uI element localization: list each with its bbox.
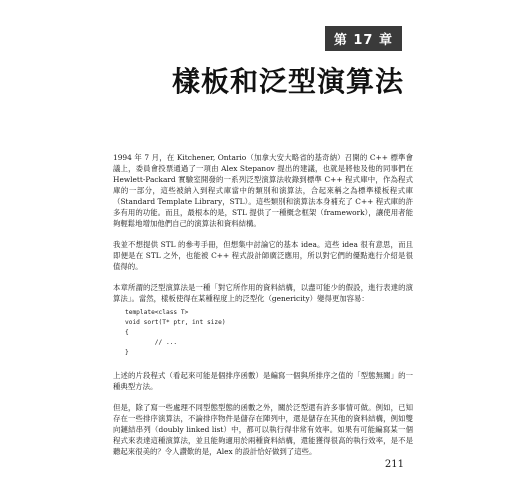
paragraph: 本章所謂的泛型演算法是一種「對它所作用的資料結構，以盡可能少的假設，進行表達的演算法」。當然，樣板使得在某種程度上的泛型化（genericity）變得更加容易：: [113, 283, 413, 303]
paragraph: 1994 年 7 月，在 Kitchener, Ontario（加拿大安大略省的基奇納）召開的 C++ 標準會議上，委員會投票通過了一項由 Alex Stepanov 提出的建議，也就是將他及他的同事們在 Hewlett-Packard 實驗室開發的一系列泛型演算法收錄到標準 C++ 程式庫中，作為程式庫的一部分，這些被納入到程式庫當中的類別和演算法，合起來稱之為標準樣板程式庫（Standard Template Library，STL）。這些類別和演算法本身補充了 C++ 程式庫的許多有用的功能。而且，最根本的是，STL 提供了一種概念框架（framework），讓使用者能夠輕鬆地增加他們自己的演算法和資料結構。: [113, 153, 413, 228]
page-number: 211: [384, 459, 404, 470]
paragraph: 上述的片段程式（看起來可能是個排序函數）是編寫一個與所排序之值的「型態無關」的一種典型方法。: [113, 371, 413, 391]
code-block: template<class T> void sort(T* ptr, int size) { // ... }: [125, 309, 226, 356]
chapter-number-badge: 第 17 章: [325, 26, 402, 51]
body-text: [113, 152, 413, 467]
paragraph: 我並不想提供 STL 的參考手冊，但想集中討論它的基本 idea。這些 idea 很有意思，而且即便是在 STL 之外，也能被 C++ 程式設計師廣泛應用，所以對它們的優點進行介紹是很值得的。: [113, 240, 413, 271]
chapter-title: 樣板和泛型演算法: [171, 65, 404, 98]
paragraph: 但是，除了寫一些處理不同型態型態的函數之外，關於泛型還有許多事情可做。例如，已知存在一些排序演算法，不論排序物件是儲存在陣列中，還是儲存在其他的資料結構，例如雙向鏈結串列（doubly linked list）中，都可以執行得非常有效率。如果有可能編寫某一個程式來表達這種演算法，並且能夠適用於兩種資料結構，還能獲得很高的執行效率，是不是聽起來很美的？令人讚歎的是，Alex 的設計恰好做到了這些。: [113, 403, 413, 456]
